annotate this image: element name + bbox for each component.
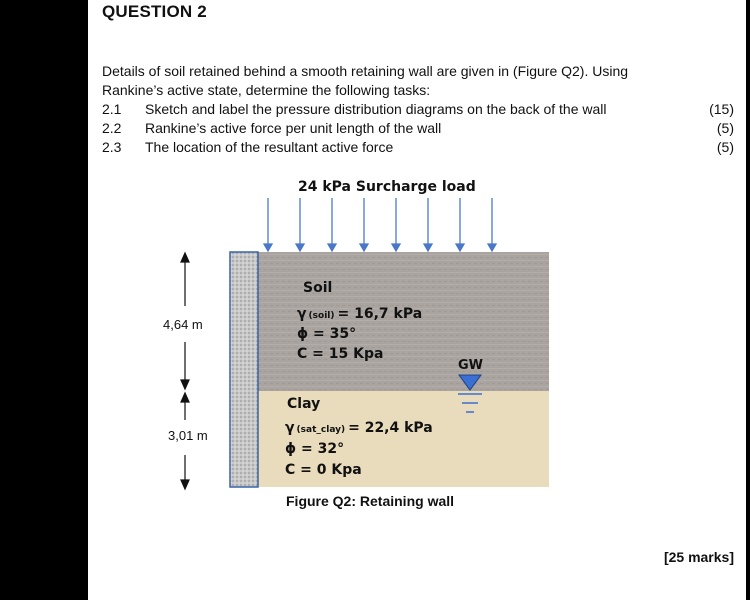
retaining-wall-figure [88,0,746,600]
dimension-upper-label: 4,64 m [163,317,203,332]
question-title: QUESTION 2 [102,2,207,21]
task-text: The location of the resultant active force [145,139,394,155]
gw-label: GW [458,358,484,373]
task-text: Rankine’s active force per unit length of the wall [145,120,442,136]
task-marks: (5) [716,139,734,155]
task-number: 2.3 [102,139,122,155]
surcharge-arrows [264,198,496,251]
soil-unit-weight: γ (soil) = 16,7 kPa [297,306,423,322]
retaining-wall [230,252,258,487]
total-marks: [25 marks] [663,549,734,565]
task-text: Sketch and label the pressure distribution diagrams on the back of the wall [145,101,607,117]
soil-cohesion: C = 15 Kpa [297,346,384,362]
soil-name: Soil [303,280,333,296]
dimension-lower-label: 3,01 m [168,428,208,443]
task-marks: (5) [716,120,734,136]
task-marks: (15) [709,101,734,117]
clay-unit-weight: γ (sat_clay) = 22,4 kPa [285,420,433,436]
figure-caption: Figure Q2: Retaining wall [286,493,455,509]
task-number: 2.1 [102,101,122,117]
intro-line-1: Details of soil retained behind a smooth retaining wall are given in (Figure Q2). Using [102,63,629,79]
surcharge-label: 24 kPa Surcharge load [298,179,476,195]
question-page [88,0,746,600]
clay-friction-angle: ϕ = 32° [285,441,345,457]
clay-cohesion: C = 0 Kpa [285,462,362,478]
soil-friction-angle: ϕ = 35° [297,326,357,342]
clay-name: Clay [287,396,321,412]
intro-line-2: Rankine’s active state, determine the following tasks: [102,82,431,98]
task-number: 2.2 [102,120,122,136]
